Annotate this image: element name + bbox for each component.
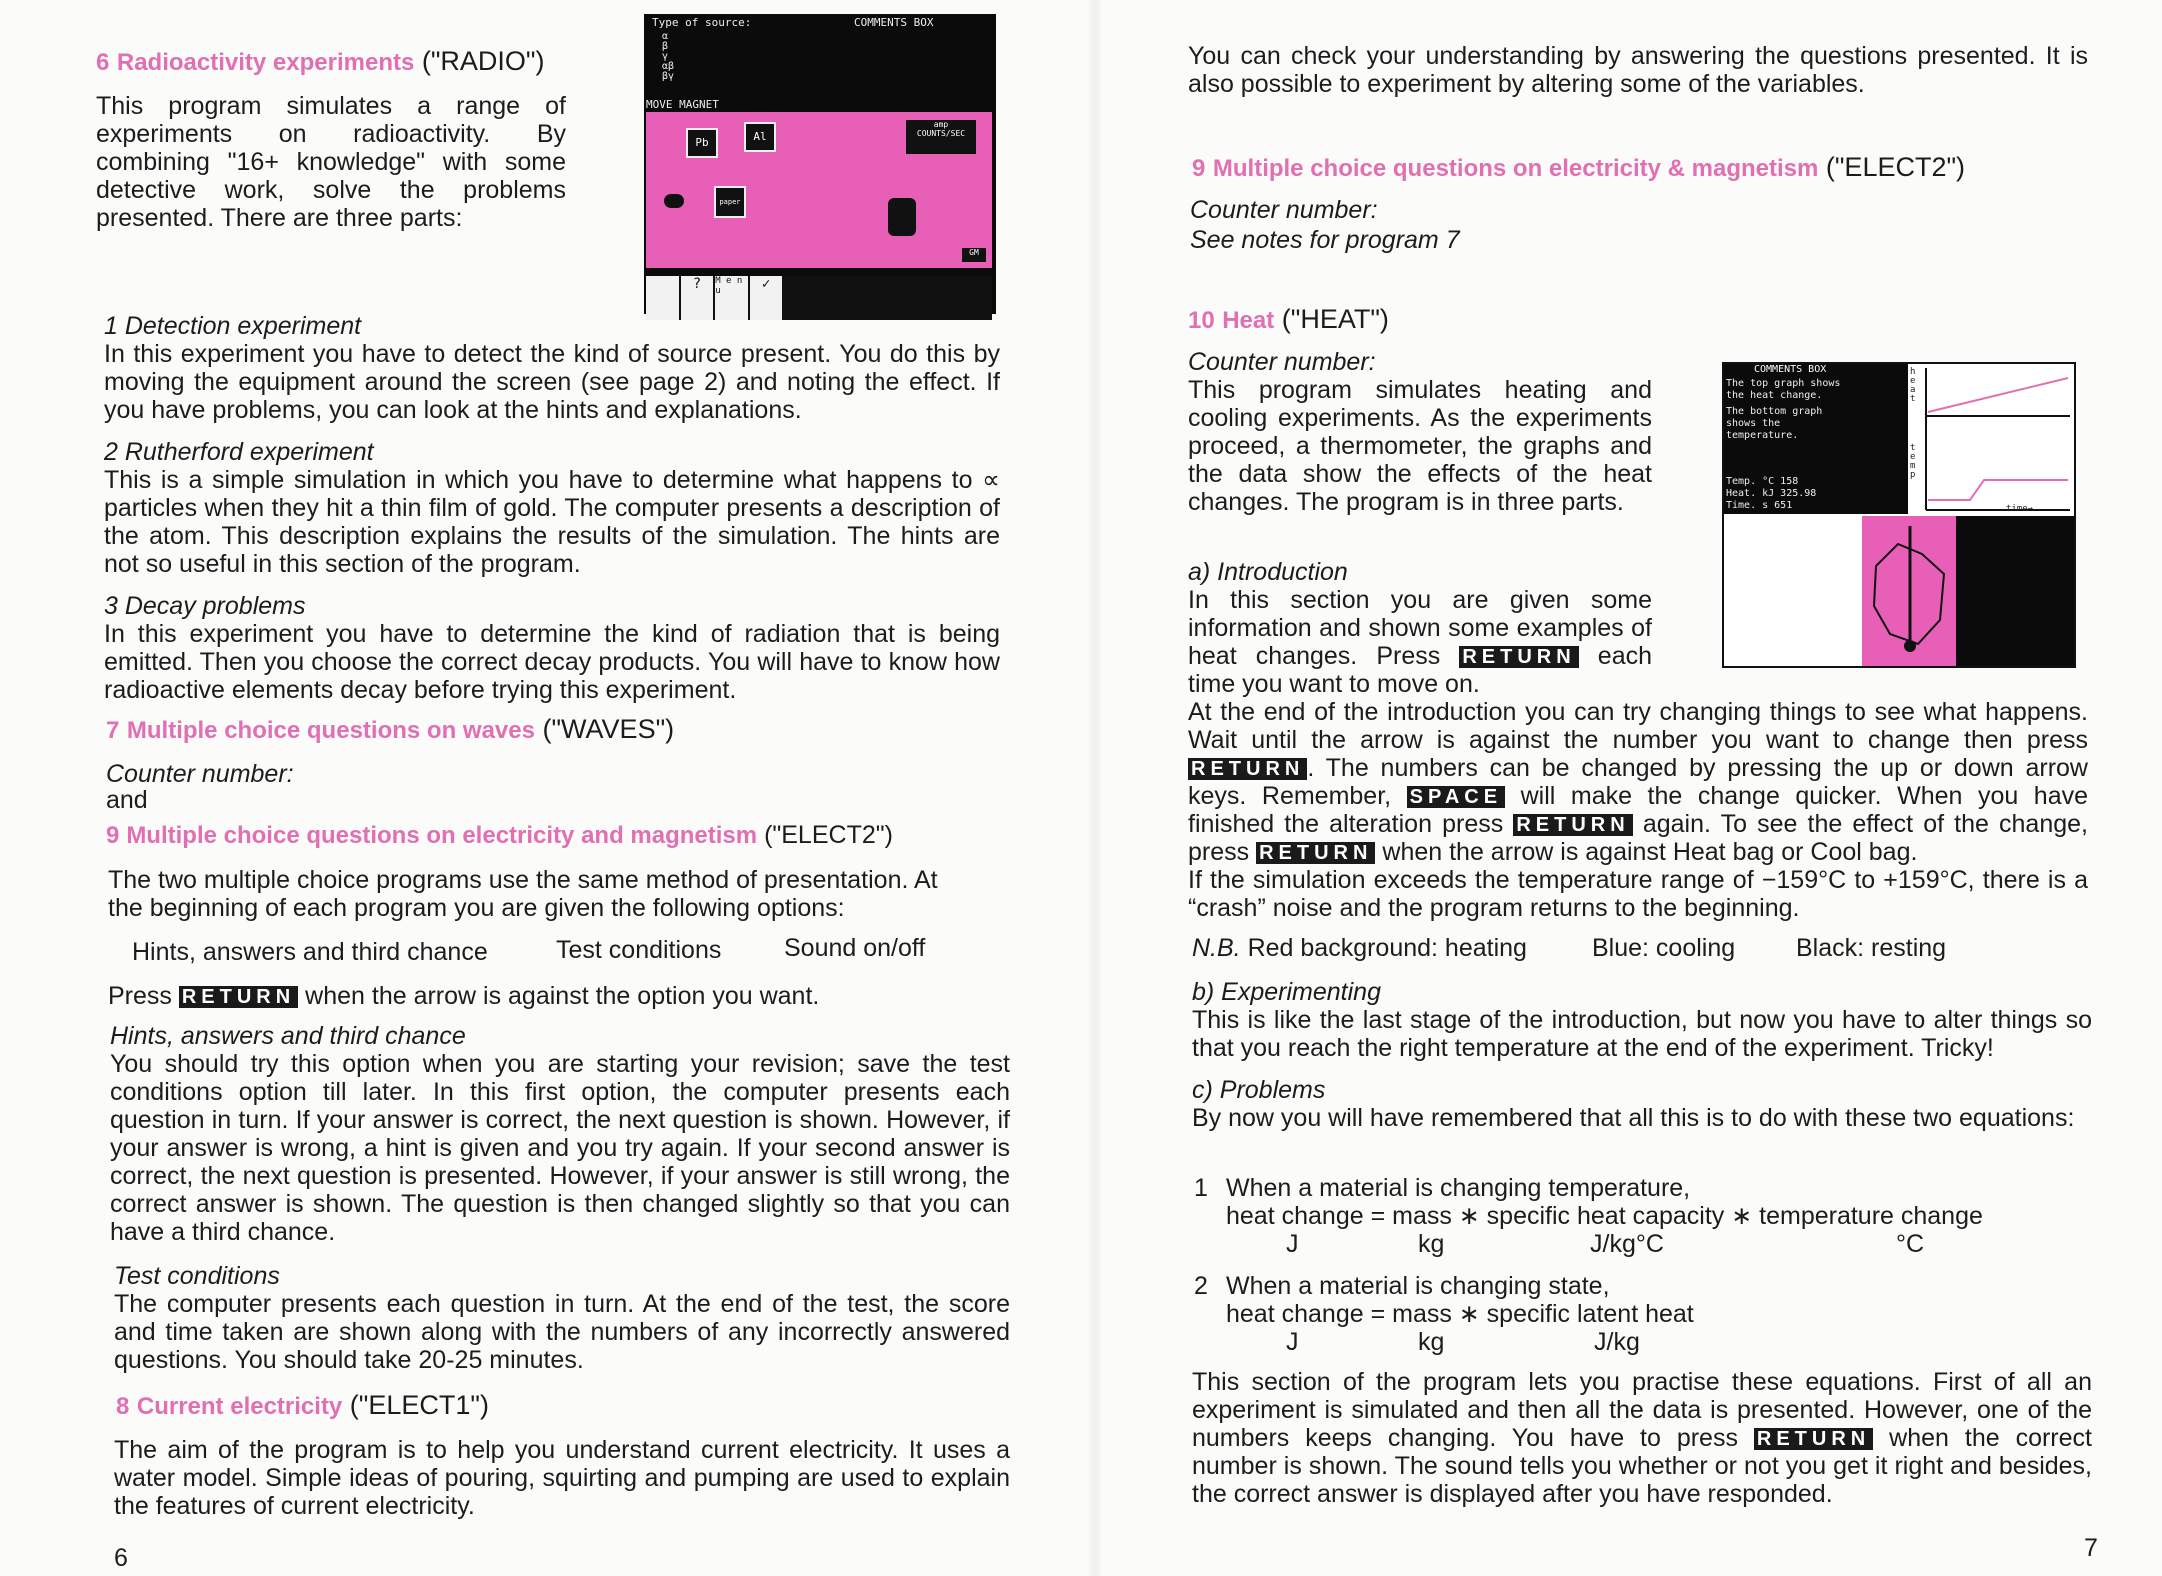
part-2-title: 2 Rutherford experiment (104, 438, 374, 466)
heat-comments-panel (1724, 364, 1908, 514)
thermometer-icon (1862, 516, 1956, 666)
equation-2-formula: heat change = mass ∗ specific latent heat (1226, 1300, 1694, 1328)
experimenting-body: This is like the last stage of the introduction, but now you have to alter things so that you reach the right temperature at the end of the experiment. Tricky! (1192, 1006, 2092, 1062)
heat-comment-line5: temperature. (1726, 430, 1799, 441)
elect2-number-left: 9 (106, 822, 120, 849)
nb-label-line (1192, 934, 1527, 962)
eq1-unit-heat: J (1286, 1230, 1299, 1258)
source-icon (664, 194, 684, 208)
heating-background (1862, 516, 1956, 666)
experimenting-title: b) Experimenting (1192, 978, 1381, 1006)
intro-body-1-text: In this section you are given some information and shown some examples of heat changes. Press (1188, 586, 1652, 670)
part-2-body: This is a simple simulation in which you have to determine what happens to ∝ particles when they hit a thin film of gold. The computer presents a description of the atom. This description explains the results of the simulation. The hints are not so useful in this section of the program. (104, 466, 1000, 578)
waves-number: 7 (106, 717, 120, 744)
heat-readout: Heat. kJ 325.98 (1726, 488, 1817, 499)
waves-heading (106, 712, 674, 748)
radio-screen (644, 14, 996, 314)
waves-counter-label: Counter number: (106, 760, 294, 788)
press-return-line (108, 982, 819, 1010)
intro-body-3: If the simulation exceeds the temperature range of −159°C to +159°C, there is a “crash” noise and the program returns to the beginning. (1188, 866, 2088, 922)
tool-icon-bar (646, 276, 992, 310)
return-key-2: RETURN (1188, 758, 1307, 780)
return-key: RETURN (179, 986, 298, 1008)
part-1-title: 1 Detection experiment (104, 312, 362, 340)
heat-title: Heat (1222, 307, 1275, 334)
return-key-3: RETURN (1513, 814, 1632, 836)
test-body: The computer presents each question in turn. At the end of the test, the score and time taken are shown along with the numbers of any incorrectly answered questions. You should take 20-25 minutes. (114, 1290, 1010, 1374)
elect2-code-right: ("ELECT2") (1825, 152, 1966, 182)
heat-intro: This program simulates heating and cooling experiments. As the experiments proceed, a thermometer, the graphs and the data show the effects of the heat changes. The program is in three parts. (1188, 376, 1652, 516)
elect1-heading (116, 1388, 489, 1424)
option-test-conditions: Test conditions (556, 936, 722, 964)
mc-intro: The two multiple choice programs use the same method of presentation. At the beginning of each program you are given the following options: (108, 866, 938, 922)
intro-body-1-end: each time you want to move on. (1188, 642, 1653, 698)
eq1-unit-mass: kg (1418, 1230, 1445, 1258)
press-label: Press (108, 982, 172, 1010)
eq2-unit-heat: J (1286, 1328, 1299, 1356)
elect1-code: ("ELECT1") (349, 1390, 489, 1420)
part-1-body: In this experiment you have to detect the kind of source present. You do this by moving the equipment around the screen (see page 2) and noting the effect. If you have problems, you can look at the hints and explanations. (104, 340, 1000, 424)
elect2-number-right: 9 (1192, 155, 1206, 182)
eq1-unit-capacity: J/kg°C (1590, 1230, 1664, 1258)
heat-comment-line4: shows the (1726, 418, 1781, 429)
elect2-counter-label: Counter number: (1190, 196, 1378, 224)
radio-code: ("RADIO") (421, 46, 545, 76)
problems-title: c) Problems (1192, 1076, 1326, 1104)
equation-2-line: When a material is changing state, (1226, 1272, 1610, 1300)
heat-comment-line2: the heat change. (1726, 390, 1823, 401)
return-key-4: RETURN (1256, 842, 1375, 864)
geiger-counter-label: GM (962, 248, 986, 262)
elect2-code-left: ("ELECT2") (764, 821, 893, 849)
return-key-5: RETURN (1754, 1428, 1873, 1450)
nb-black: Black: resting (1796, 934, 1947, 962)
press-rest: when the arrow is against the option you want. (305, 982, 820, 1010)
heat-comment-line1: The top graph shows (1726, 378, 1841, 389)
elect2-heading-right (1192, 150, 1965, 186)
intro-title: a) Introduction (1188, 558, 1348, 586)
page-number-left: 6 (114, 1544, 128, 1572)
heat-comments-label: COMMENTS BOX (1754, 364, 1827, 375)
elect2-heading-left (106, 818, 893, 853)
comments-box-label: COMMENTS BOX (854, 16, 934, 29)
see-notes: See notes for program 7 (1190, 226, 1460, 254)
waves-code: ("WAVES") (542, 714, 675, 744)
elect2-title-right: Multiple choice questions on electricity & magnetism (1212, 155, 1819, 182)
paper-tool-icon[interactable] (854, 276, 889, 320)
eq1-unit-temp: °C (1896, 1230, 1925, 1258)
heat-heading (1188, 302, 1389, 338)
radio-heading (96, 44, 545, 80)
lead-absorber: Pb (686, 128, 718, 158)
option-sound: Sound on/off (784, 934, 926, 962)
source-options-list: α β γ αβ βγ (662, 31, 675, 82)
intro-body-2-part5: when the arrow is against Heat bag or Cool bag. (1382, 838, 1918, 866)
heat-code: ("HEAT") (1281, 304, 1389, 334)
part-3-body: In this experiment you have to determine the kind of radiation that is being emitted. Then you choose the correct decay products. You will have to know how radioactive elements decay before trying this experiment. (104, 620, 1000, 704)
option-hints: Hints, answers and third chance (132, 938, 488, 966)
elect2-title-left: Multiple choice questions on electricity and magnetism (126, 822, 758, 849)
problems-body: By now you will have remembered that all this is to do with these two equations: (1192, 1104, 2075, 1132)
hints-title: Hints, answers and third chance (110, 1022, 466, 1050)
eq2-unit-mass: kg (1418, 1328, 1445, 1356)
equation-1-number: 1 (1194, 1174, 1208, 1202)
meter-top-label: amp (933, 120, 949, 129)
heat-screen (1722, 362, 2076, 668)
intro-body-2 (1188, 698, 2088, 866)
hints-body: You should try this option when you are starting your revision; save the test conditions option till later. In this first option, the computer presents each question in turn. If your answer is correct, the next question is shown. However, if your answer is wrong, a hint is given and you try again. If your second answer is correct, the next question is presented. However, if your answer is still wrong, the correct answer is shown. The question is then changed slightly so that you can have a third chance. (110, 1050, 1010, 1246)
intro-body-2-part2: . The numbers can be changed by pressing the up or down arrow keys. Remember, (1188, 754, 2088, 810)
experiment-area (646, 112, 992, 268)
meter-bottom-label: COUNTS/SEC (916, 129, 966, 138)
magnet-icon (888, 198, 916, 236)
and-text: and (106, 786, 148, 814)
waves-title: Multiple choice questions on waves (126, 717, 535, 744)
source-tool-icon[interactable] (784, 276, 819, 320)
move-magnet-label: MOVE MAGNET (646, 98, 719, 111)
test-title: Test conditions (114, 1262, 280, 1290)
intro-body-2-part3: will make the change quicker. When you have finished the alteration press (1188, 782, 2088, 838)
temp-readout: Temp. °C 158 (1726, 476, 1799, 487)
aluminium-absorber: Al (744, 122, 776, 152)
source-type-label: Type of source: (652, 16, 752, 29)
paper-absorber: paper (714, 186, 746, 218)
nb-label: N.B. (1192, 934, 1241, 962)
equation-1-line: When a material is changing temperature, (1226, 1174, 1691, 1202)
temp-axis-label: temp (1910, 443, 1916, 480)
heat-graphs (1920, 364, 2074, 514)
counter-meter (906, 120, 976, 154)
heat-comment-line3: The bottom graph (1726, 406, 1823, 417)
black-panel (1956, 516, 2074, 666)
space-key: SPACE (1407, 786, 1505, 808)
nb-blue: Blue: cooling (1592, 934, 1736, 962)
return-key-1: RETURN (1459, 646, 1578, 668)
lead-tool-icon[interactable] (888, 276, 923, 320)
question-tool-icon[interactable]: ? (681, 276, 716, 320)
equation-1-formula: heat change = mass ∗ specific heat capacity ∗ temperature change (1226, 1202, 1983, 1230)
hand-tool-icon[interactable] (646, 276, 681, 320)
equation-2-number: 2 (1194, 1272, 1208, 1300)
intro-body-2-part1: At the end of the introduction you can try changing things to see what happens. Wait until the arrow is against the number you want to change then press (1188, 698, 2088, 754)
radio-title: Radioactivity experiments (116, 49, 415, 76)
heat-axis-label: heat (1910, 367, 1916, 404)
counter-tool-icon[interactable] (957, 276, 992, 320)
page-number-right: 7 (2084, 1534, 2098, 1562)
heat-counter-label: Counter number: (1188, 348, 1376, 376)
magnet-tool-icon[interactable] (819, 276, 854, 320)
intro-body-1 (1188, 586, 1652, 698)
final-paragraph-part1: This section of the program lets you practise these equations. First of all an experiment is simulated and then all the data is presented. However, one of the numbers keeps changing. You have to press (1192, 1368, 2092, 1452)
elect1-number: 8 (116, 1393, 130, 1420)
part-3-title: 3 Decay problems (104, 592, 306, 620)
final-paragraph-part2: when the correct number is shown. The sound tells you whether or not you get it right and besides, the correct answer is displayed after you have responded. (1192, 1424, 2092, 1508)
time-axis-label: time→ (2006, 504, 2034, 514)
time-readout: Time. s 651 (1726, 500, 1793, 511)
radio-intro: This program simulates a range of experiments on radioactivity. By combining "16+ knowledge" with some detective work, solve the problems presented. There are three parts: (96, 92, 566, 232)
final-paragraph (1192, 1368, 2092, 1508)
elect1-title: Current electricity (136, 1393, 343, 1420)
elect1-body: The aim of the program is to help you understand current electricity. It uses a water model. Simple ideas of pouring, squirting and pumping are used to explain the features of current electricity. (114, 1436, 1010, 1520)
aluminium-tool-icon[interactable] (923, 276, 958, 320)
top-paragraph: You can check your understanding by answering the questions presented. It is also possible to experiment by altering some of the variables. (1188, 42, 2088, 98)
menu-tool-icon[interactable]: M e n u (715, 276, 750, 320)
page-fold (1088, 0, 1102, 1576)
heat-number: 10 (1188, 307, 1215, 334)
tick-cross-tool-icon[interactable]: ✓ (750, 276, 785, 320)
nb-red: Red background: heating (1247, 934, 1527, 962)
radio-number: 6 (96, 49, 110, 76)
eq2-unit-latent: J/kg (1594, 1328, 1640, 1356)
intro-body-2-part4: again. To see the effect of the change, press (1188, 810, 2088, 866)
